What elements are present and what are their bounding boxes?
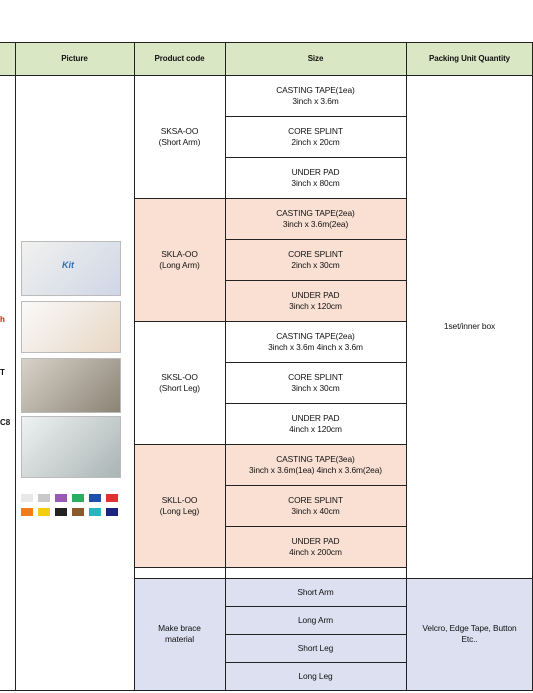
header-packing: Packing Unit Quantity xyxy=(406,42,533,75)
brace-item-cell: Long Arm xyxy=(225,606,406,634)
grid-line xyxy=(225,662,406,663)
line-1: CORE SPLINT xyxy=(288,371,343,382)
line-1: SKLL-OO xyxy=(161,494,198,505)
line-2: material xyxy=(165,634,194,644)
size-cell xyxy=(225,444,406,485)
line-1: CORE SPLINT xyxy=(288,125,343,136)
line-2: (Short Arm) xyxy=(158,136,201,147)
line-1: CASTING TAPE(3ea) xyxy=(276,453,355,464)
brace-label-cell xyxy=(134,578,225,690)
grid-line xyxy=(225,239,406,240)
grid-line xyxy=(225,634,406,635)
color-swatch xyxy=(72,508,84,516)
product-code-cell xyxy=(134,444,225,567)
tapes-photo xyxy=(21,301,121,353)
arm-cast-photo xyxy=(21,358,121,413)
grid-line xyxy=(406,42,407,690)
grid-line xyxy=(134,578,533,579)
grid-line xyxy=(134,198,406,199)
grid-line xyxy=(134,444,406,445)
color-swatch xyxy=(55,508,67,516)
size-cell xyxy=(225,116,406,157)
grid-line xyxy=(225,526,406,527)
brace-item-cell: Short Arm xyxy=(225,578,406,606)
packing-quantity-cell: 1set/inner box xyxy=(443,321,496,331)
color-swatch xyxy=(89,494,101,502)
size-cell xyxy=(225,157,406,198)
brace-packing-cell xyxy=(406,578,533,690)
size-cell xyxy=(225,403,406,444)
line-2: 4inch x 200cm xyxy=(289,546,342,557)
left-column-text: C8 xyxy=(0,418,11,427)
size-cell xyxy=(225,321,406,362)
line-1: CASTING TAPE(1ea) xyxy=(276,84,355,95)
line-1: UNDER PAD xyxy=(291,412,340,423)
grid-line xyxy=(0,75,533,76)
grid-line xyxy=(225,42,226,690)
left-column-text: h xyxy=(0,315,5,324)
brace-item-cell: Short Leg xyxy=(225,634,406,662)
size-cell xyxy=(225,485,406,526)
grid-line xyxy=(134,42,135,690)
product-code-cell xyxy=(134,75,225,198)
line-2: 2inch x 20cm xyxy=(291,136,340,147)
header-size: Size xyxy=(225,42,406,75)
left-column-text: T xyxy=(0,368,5,377)
line-2: 3inch x 30cm xyxy=(291,382,340,393)
line-1: CORE SPLINT xyxy=(288,248,343,259)
line-2: (Long Arm) xyxy=(159,259,200,270)
grid-line xyxy=(225,606,406,607)
color-swatch xyxy=(89,508,101,516)
line-2: 2inch x 30cm xyxy=(291,259,340,270)
size-cell xyxy=(225,362,406,403)
color-swatch xyxy=(21,494,33,502)
size-cell xyxy=(225,239,406,280)
product-code-cell xyxy=(134,321,225,444)
grid-line xyxy=(225,362,406,363)
product-code-cell xyxy=(134,198,225,321)
size-cell xyxy=(225,198,406,239)
line-1: SKSA-OO xyxy=(160,125,199,136)
color-swatch xyxy=(21,508,33,516)
line-2: 3inch x 3.6m xyxy=(292,95,339,106)
color-swatch xyxy=(38,508,50,516)
header-blank xyxy=(0,42,15,75)
color-swatch xyxy=(55,494,67,502)
line-1: Make brace xyxy=(158,623,201,633)
line-2: 3inch x 80cm xyxy=(291,177,340,188)
grid-line xyxy=(225,116,406,117)
line-2: Etc.. xyxy=(461,634,478,644)
color-swatch xyxy=(106,508,118,516)
line-2: 3inch x 40cm xyxy=(291,505,340,516)
line-1: CORE SPLINT xyxy=(288,494,343,505)
leg-cast-photo xyxy=(21,416,121,478)
header-product_code: Product code xyxy=(134,42,225,75)
kit-label: Kit xyxy=(62,260,74,270)
color-swatch xyxy=(72,494,84,502)
line-2: 4inch x 120cm xyxy=(289,423,342,434)
line-1: Velcro, Edge Tape, Button xyxy=(422,623,517,633)
line-2: (Short Leg) xyxy=(159,382,200,393)
line-1: UNDER PAD xyxy=(291,289,340,300)
grid-line xyxy=(225,485,406,486)
grid-line xyxy=(225,280,406,281)
line-2: 3inch x 3.6m(2ea) xyxy=(282,218,349,229)
header-picture: Picture xyxy=(15,42,134,75)
grid-line xyxy=(0,42,533,43)
grid-line xyxy=(225,403,406,404)
grid-line xyxy=(134,321,406,322)
size-cell xyxy=(225,280,406,321)
color-swatch xyxy=(38,494,50,502)
grid-line xyxy=(225,157,406,158)
size-cell xyxy=(225,75,406,116)
line-1: UNDER PAD xyxy=(291,166,340,177)
size-cell xyxy=(225,526,406,567)
grid-line xyxy=(134,567,406,568)
grid-line xyxy=(15,42,16,690)
line-2: 3inch x 3.6m(1ea) 4inch x 3.6m(2ea) xyxy=(249,464,382,475)
brace-item-cell: Long Leg xyxy=(225,662,406,690)
line-2: 3inch x 120cm xyxy=(289,300,342,311)
color-swatch xyxy=(106,494,118,502)
line-1: CASTING TAPE(2ea) xyxy=(276,207,355,218)
line-1: UNDER PAD xyxy=(291,535,340,546)
grid-line xyxy=(0,690,533,691)
line-2: 3inch x 3.6m 4inch x 3.6m xyxy=(268,341,363,352)
line-1: SKSL-OO xyxy=(161,371,198,382)
line-1: CASTING TAPE(2ea) xyxy=(276,330,355,341)
line-1: SKLA-OO xyxy=(161,248,198,259)
line-2: (Long Leg) xyxy=(159,505,200,516)
